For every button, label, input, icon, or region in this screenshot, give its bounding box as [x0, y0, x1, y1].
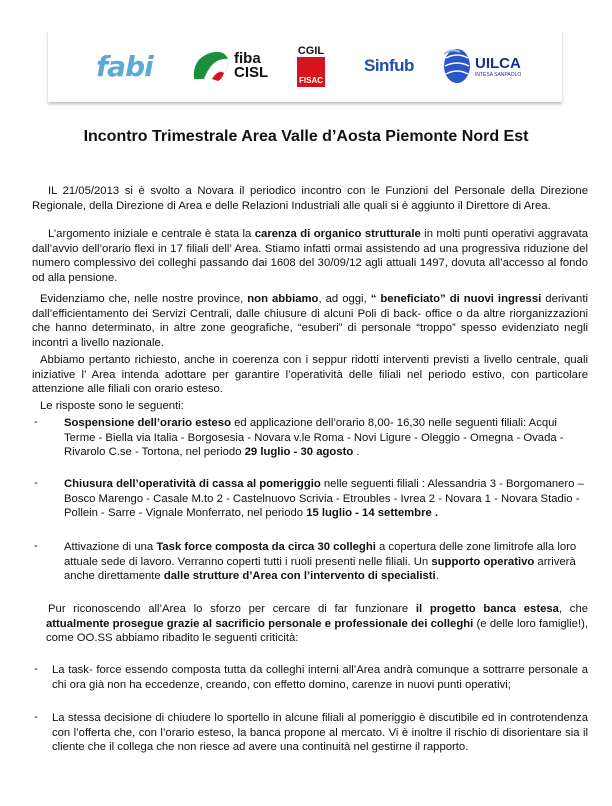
item3-g: .	[435, 570, 439, 583]
list-dash: -	[34, 663, 38, 675]
p2-a: L’argomento iniziale e centrale è stata la	[48, 228, 255, 240]
cgil-logo-text: CGIL	[297, 45, 325, 57]
item3-f: dalle strutture d’Area con l’intervento di specialisti	[163, 570, 436, 583]
uilca-globe-icon	[442, 46, 472, 86]
item2-a: Chiusura dell’operatività di cassa al pomeriggio	[64, 478, 321, 490]
item1-d: .	[353, 446, 360, 459]
item3-e: arriverà anche direttamente	[64, 555, 576, 583]
item3-d: supporto operativo	[431, 555, 535, 568]
item3-b: Task force composta da circa 30 colleghi	[156, 541, 376, 553]
p6-c: , che	[558, 603, 589, 615]
p3-e: derivanti dall’efficientamento dei Servizi Centrali, dalle chiusure di alcuni Poli di back- office o da altre riorganizzazioni che hanno determinato, in altre zone geografiche, “esuberi” di personale “troppo” spesso evidenziato negli incontri a livello nazionale.	[32, 293, 588, 350]
list-item-chiusura-criticita	[52, 711, 588, 755]
list-item-chiusura-cassa	[64, 477, 588, 521]
fisac-logo-box	[297, 57, 325, 87]
p5-text: Le risposte sono le seguenti:	[40, 400, 184, 412]
p6-e: (e delle loro famiglie!), come OO.SS abbiamo ribadito le seguenti criticità:	[46, 617, 588, 645]
sinfub-logo	[364, 30, 414, 102]
cisl-logo-text: CISL	[234, 64, 269, 81]
p2-c: in molti punti operativi aggravata dall’avvio dell’orario flexi in 17 filiali dell’ Area. Stiamo infatti ormai assistendo ad una progressiva riduzione del numero complessivo dei colleghi passando dai 1608 del 30/09/12 agli attuali 1497, dovuta all’accesso al fondo od alla pensione.	[32, 228, 588, 285]
uilca-logo-text: UILCA	[475, 54, 521, 72]
paragraph-criticita	[46, 602, 588, 646]
item2-c: 15 luglio - 14 settembre .	[306, 507, 439, 520]
fabi-logo	[96, 30, 153, 102]
list-dash: -	[34, 416, 38, 428]
sinfub-logo-text: Sinfub	[364, 56, 414, 75]
list-dash: -	[34, 711, 38, 723]
list-item-task-force	[64, 540, 588, 584]
paragraph-richiesta	[32, 353, 588, 397]
paragraph-ingressi	[32, 292, 588, 351]
p3-c: , ad oggi,	[318, 293, 371, 305]
fabi-logo-text: fabi	[96, 49, 153, 83]
list-item-task-force-criticita	[52, 663, 588, 692]
p2-b: carenza di organico strutturale	[254, 228, 421, 240]
item1-b: ed applicazione dell’orario 8,00- 16,30 nelle seguenti filiali: Acqui Terme - Biella via Italia - Borgosesia - Novara v.le Roma - Novi Ligure - Oleggio - Omegna - Ovada - Rivarolo C.se - Tortona, nel periodo	[64, 417, 564, 459]
p6-a: Pur riconoscendo all’Area lo sforzo per cercare di far funzionare	[48, 603, 416, 615]
fiba-flag-icon	[190, 49, 230, 83]
paragraph-risposte	[40, 399, 580, 414]
logo-bar	[48, 30, 562, 102]
uilca-logo	[442, 30, 521, 102]
paragraph-intro	[32, 184, 588, 213]
item2-b: nelle seguenti filiali : Alessandria 3 - Borgomanero – Bosco Marengo - Casale M.to 2 - Castelnuovo Scrivia - Etroubles - Ivrea 2 - Novara 1 - Novara Stadio - Pollein - Sarre - Vignale Monferrato, nel periodo	[64, 478, 584, 520]
paragraph-organico	[32, 227, 588, 286]
p6-d: attualmente prosegue grazie al sacrificio personale e professionale dei colleghi	[46, 617, 474, 630]
list-item-orario-esteso	[64, 416, 588, 460]
document-title: Incontro Trimestrale Area Valle d’Aosta Piemonte Nord Est	[83, 128, 529, 145]
p6-b: il progetto banca estesa	[415, 603, 559, 615]
fisac-logo-text: FISAC	[299, 76, 323, 85]
p4-text: Abbiamo pertanto richiesto, anche in coerenza con i seppur ridotti interventi previsti a livello centrale, quali iniziative l’ Area intenda adottare per garantire l’operatività delle filiali nel periodo estivo, con particolare attenzione alle filiali con orario esteso.	[32, 354, 588, 396]
item3-c: a copertura delle zone limitrofe alla loro attuale sede di lavoro. Verranno coperti tutti i ruoli presenti nelle filiali. Un	[64, 541, 577, 568]
uilca-sub-text: INTESA SANPAOLO	[475, 71, 522, 78]
item1-c: 29 luglio - 30 agosto	[244, 446, 354, 459]
p3-d: “ beneficiato” di nuovi ingressi	[370, 293, 542, 305]
cgil-fisac-logo	[296, 30, 326, 102]
fiba-cisl-logo	[190, 30, 268, 102]
list-dash: -	[34, 477, 38, 489]
item5-text: La stessa decisione di chiudere lo sportello in alcune filiali al pomeriggio è discutibile ed in controtendenza con l’offerta che, con l’orario esteso, la banca propone al mercato. Vi è inoltre il rischio di disorientare sia il cliente che il collega che non riesce ad avere una continuità nel gestirne il rapporto.	[52, 712, 588, 754]
item4-text: La task- force essendo composta tutta da colleghi interni all’Area andrà comunque a sottrarre personale a chi ora già non ha eccedenze, creando, con effetto domino, carenze in nuovi punti operativi;	[52, 664, 588, 691]
list-dash: -	[34, 540, 38, 552]
item1-a: Sospensione dell’orario esteso	[64, 417, 231, 429]
p3-b: non abbiamo	[247, 293, 319, 305]
paragraph-1-text: IL 21/05/2013 si è svolto a Novara il periodico incontro con le Funzioni del Personale della Direzione Regionale, della Direzione di Area e delle Relazioni Industriali alle quali si è aggiunto il Direttore di Area.	[32, 185, 588, 212]
p3-a: Evidenziamo che, nelle nostre province,	[40, 293, 248, 305]
item3-a: Attivazione di una	[64, 541, 157, 553]
fiba-logo-text: fiba	[234, 50, 261, 67]
